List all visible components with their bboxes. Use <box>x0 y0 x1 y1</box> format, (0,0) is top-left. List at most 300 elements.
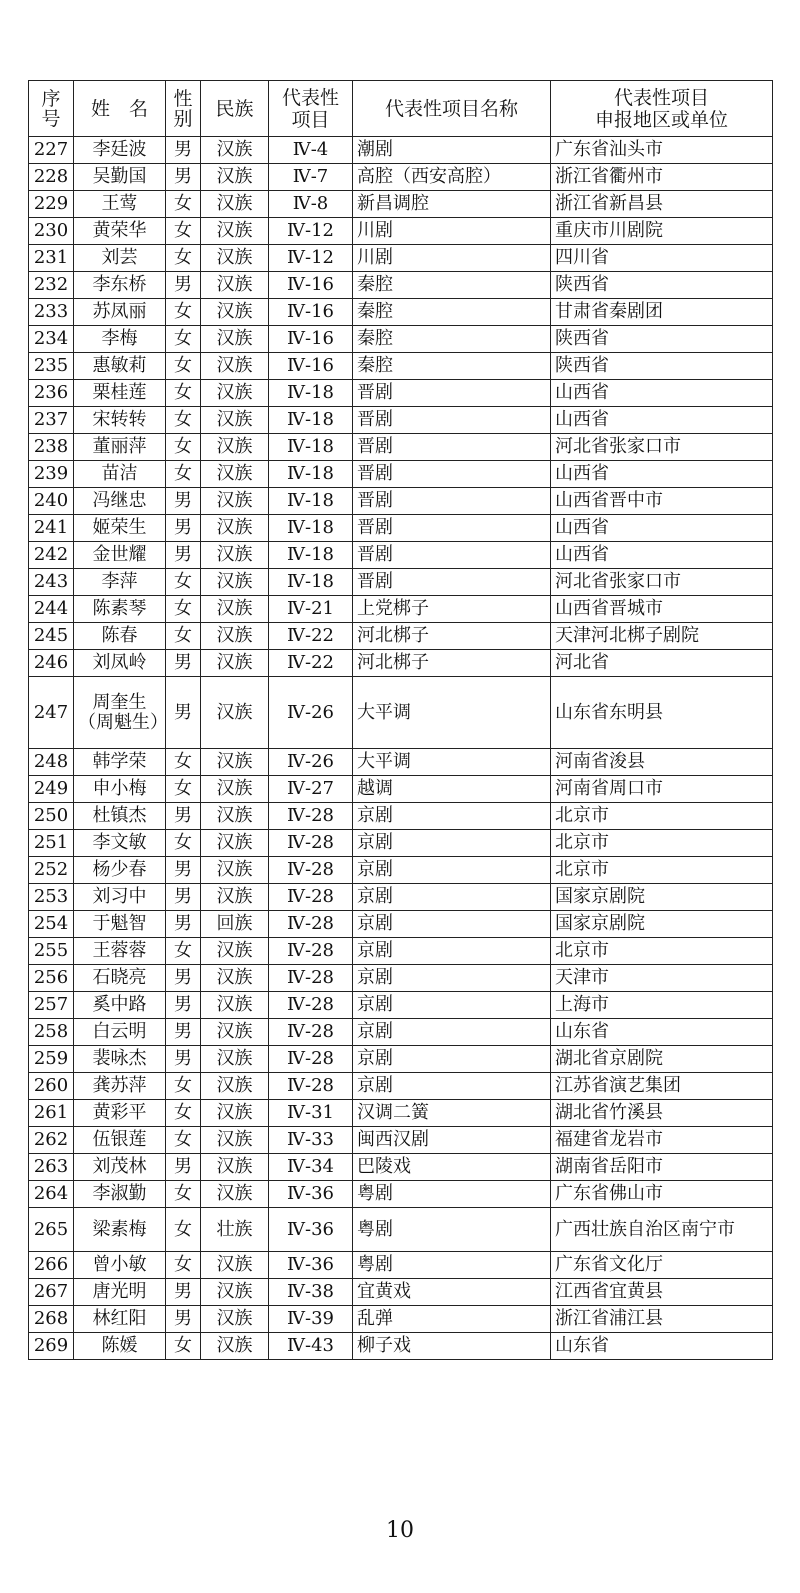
cell-name: 白云明 <box>74 1019 166 1046</box>
cell-ethnicity: 汉族 <box>201 776 269 803</box>
cell-name: 苗洁 <box>74 461 166 488</box>
cell-ethnicity: 汉族 <box>201 749 269 776</box>
cell-code: Ⅳ-16 <box>269 299 353 326</box>
cell-ethnicity: 汉族 <box>201 650 269 677</box>
cell-code: Ⅳ-7 <box>269 164 353 191</box>
cell-region: 陕西省 <box>551 326 773 353</box>
cell-project: 晋剧 <box>353 542 551 569</box>
cell-ethnicity: 汉族 <box>201 1252 269 1279</box>
cell-name: 李文敏 <box>74 830 166 857</box>
cell-project: 晋剧 <box>353 569 551 596</box>
cell-project: 乱弹 <box>353 1306 551 1333</box>
cell-gender: 男 <box>166 542 201 569</box>
cell-gender: 男 <box>166 1306 201 1333</box>
cell-ethnicity: 回族 <box>201 911 269 938</box>
cell-gender: 女 <box>166 1073 201 1100</box>
table-row <box>29 911 773 938</box>
cell-gender: 男 <box>166 1154 201 1181</box>
cell-gender: 女 <box>166 434 201 461</box>
table-row <box>29 1208 773 1252</box>
cell-region: 陕西省 <box>551 353 773 380</box>
cell-region: 浙江省衢州市 <box>551 164 773 191</box>
cell-name: 黄荣华 <box>74 218 166 245</box>
cell-ethnicity: 壮族 <box>201 1208 269 1252</box>
cell-region: 河北省 <box>551 650 773 677</box>
cell-ethnicity: 汉族 <box>201 326 269 353</box>
cell-region: 天津河北梆子剧院 <box>551 623 773 650</box>
cell-name: 陈春 <box>74 623 166 650</box>
cell-region: 山西省 <box>551 515 773 542</box>
cell-region: 北京市 <box>551 830 773 857</box>
cell-name: 王莺 <box>74 191 166 218</box>
cell-no: 261 <box>29 1100 74 1127</box>
table-row <box>29 164 773 191</box>
cell-gender: 男 <box>166 803 201 830</box>
cell-gender: 女 <box>166 1100 201 1127</box>
cell-name: 刘茂林 <box>74 1154 166 1181</box>
table-row <box>29 965 773 992</box>
cell-gender: 男 <box>166 965 201 992</box>
cell-gender: 男 <box>166 1019 201 1046</box>
cell-ethnicity: 汉族 <box>201 1046 269 1073</box>
cell-ethnicity: 汉族 <box>201 488 269 515</box>
cell-ethnicity: 汉族 <box>201 830 269 857</box>
cell-project: 京剧 <box>353 992 551 1019</box>
cell-name: 陈素琴 <box>74 596 166 623</box>
cell-no: 269 <box>29 1333 74 1360</box>
cell-gender: 女 <box>166 1252 201 1279</box>
cell-no: 258 <box>29 1019 74 1046</box>
cell-code: Ⅳ-18 <box>269 434 353 461</box>
cell-code: Ⅳ-18 <box>269 461 353 488</box>
cell-name: 唐光明 <box>74 1279 166 1306</box>
cell-name: 龚苏萍 <box>74 1073 166 1100</box>
cell-code: Ⅳ-28 <box>269 884 353 911</box>
cell-code: Ⅳ-28 <box>269 911 353 938</box>
cell-code: Ⅳ-28 <box>269 992 353 1019</box>
cell-no: 230 <box>29 218 74 245</box>
cell-ethnicity: 汉族 <box>201 542 269 569</box>
cell-no: 245 <box>29 623 74 650</box>
table-header <box>29 81 773 137</box>
cell-region: 江苏省演艺集团 <box>551 1073 773 1100</box>
cell-name: 杜镇杰 <box>74 803 166 830</box>
cell-region: 浙江省新昌县 <box>551 191 773 218</box>
cell-no: 237 <box>29 407 74 434</box>
table-row <box>29 137 773 164</box>
cell-name: 苏凤丽 <box>74 299 166 326</box>
cell-region: 山西省晋中市 <box>551 488 773 515</box>
cell-region: 江西省宜黄县 <box>551 1279 773 1306</box>
cell-gender: 女 <box>166 245 201 272</box>
cell-code: Ⅳ-34 <box>269 1154 353 1181</box>
table-row <box>29 1181 773 1208</box>
cell-no: 235 <box>29 353 74 380</box>
cell-name: 韩学荣 <box>74 749 166 776</box>
cell-code: Ⅳ-18 <box>269 569 353 596</box>
cell-name: 李东桥 <box>74 272 166 299</box>
cell-name: 刘凤岭 <box>74 650 166 677</box>
cell-region: 山东省 <box>551 1019 773 1046</box>
header-project: 代表性项目名称 <box>353 81 551 137</box>
cell-project: 晋剧 <box>353 434 551 461</box>
cell-project: 闽西汉剧 <box>353 1127 551 1154</box>
cell-gender: 男 <box>166 164 201 191</box>
cell-project: 京剧 <box>353 1073 551 1100</box>
cell-name: 周奎生（周魁生） <box>74 677 166 749</box>
cell-gender: 男 <box>166 857 201 884</box>
cell-no: 233 <box>29 299 74 326</box>
table-row <box>29 623 773 650</box>
header-ethnicity: 民族 <box>201 81 269 137</box>
cell-code: Ⅳ-18 <box>269 407 353 434</box>
cell-ethnicity: 汉族 <box>201 164 269 191</box>
cell-ethnicity: 汉族 <box>201 596 269 623</box>
cell-code: Ⅳ-36 <box>269 1181 353 1208</box>
cell-code: Ⅳ-26 <box>269 677 353 749</box>
cell-project: 柳子戏 <box>353 1333 551 1360</box>
cell-gender: 女 <box>166 1208 201 1252</box>
cell-no: 243 <box>29 569 74 596</box>
table-row <box>29 326 773 353</box>
cell-gender: 男 <box>166 488 201 515</box>
header-region-line2: 申报地区或单位 <box>594 108 728 131</box>
cell-region: 北京市 <box>551 803 773 830</box>
cell-no: 249 <box>29 776 74 803</box>
cell-name: 李淑勤 <box>74 1181 166 1208</box>
table-row <box>29 857 773 884</box>
cell-name: 李梅 <box>74 326 166 353</box>
cell-gender: 女 <box>166 353 201 380</box>
table-row <box>29 191 773 218</box>
table-row <box>29 218 773 245</box>
cell-gender: 男 <box>166 992 201 1019</box>
cell-region: 陕西省 <box>551 272 773 299</box>
cell-code: Ⅳ-8 <box>269 191 353 218</box>
cell-region: 北京市 <box>551 938 773 965</box>
cell-name: 李萍 <box>74 569 166 596</box>
cell-code: Ⅳ-18 <box>269 515 353 542</box>
table-row <box>29 299 773 326</box>
cell-ethnicity: 汉族 <box>201 1279 269 1306</box>
cell-region: 上海市 <box>551 992 773 1019</box>
cell-project: 京剧 <box>353 884 551 911</box>
cell-region: 湖北省竹溪县 <box>551 1100 773 1127</box>
cell-code: Ⅳ-28 <box>269 803 353 830</box>
table-body <box>29 137 773 1360</box>
cell-ethnicity: 汉族 <box>201 803 269 830</box>
cell-code: Ⅳ-22 <box>269 650 353 677</box>
cell-gender: 男 <box>166 884 201 911</box>
cell-region: 重庆市川剧院 <box>551 218 773 245</box>
cell-region: 天津市 <box>551 965 773 992</box>
cell-ethnicity: 汉族 <box>201 137 269 164</box>
cell-no: 240 <box>29 488 74 515</box>
cell-name: 董丽萍 <box>74 434 166 461</box>
table-row <box>29 434 773 461</box>
header-row <box>29 81 773 137</box>
cell-no: 251 <box>29 830 74 857</box>
cell-no: 252 <box>29 857 74 884</box>
cell-code: Ⅳ-36 <box>269 1252 353 1279</box>
cell-no: 256 <box>29 965 74 992</box>
cell-region: 国家京剧院 <box>551 911 773 938</box>
table-row <box>29 1333 773 1360</box>
cell-no: 239 <box>29 461 74 488</box>
cell-project: 粤剧 <box>353 1181 551 1208</box>
cell-no: 263 <box>29 1154 74 1181</box>
cell-code: Ⅳ-18 <box>269 542 353 569</box>
cell-no: 262 <box>29 1127 74 1154</box>
table-row <box>29 488 773 515</box>
cell-no: 227 <box>29 137 74 164</box>
cell-ethnicity: 汉族 <box>201 992 269 1019</box>
cell-no: 250 <box>29 803 74 830</box>
cell-project: 京剧 <box>353 803 551 830</box>
cell-name: 刘习中 <box>74 884 166 911</box>
table-row <box>29 569 773 596</box>
cell-gender: 女 <box>166 776 201 803</box>
cell-no: 234 <box>29 326 74 353</box>
cell-no: 268 <box>29 1306 74 1333</box>
cell-code: Ⅳ-28 <box>269 965 353 992</box>
cell-code: Ⅳ-18 <box>269 488 353 515</box>
cell-ethnicity: 汉族 <box>201 380 269 407</box>
table-row <box>29 1073 773 1100</box>
cell-gender: 女 <box>166 380 201 407</box>
cell-code: Ⅳ-16 <box>269 272 353 299</box>
cell-name: 李廷波 <box>74 137 166 164</box>
cell-region: 山东省 <box>551 1333 773 1360</box>
cell-name: 杨少春 <box>74 857 166 884</box>
table-row <box>29 1046 773 1073</box>
cell-region: 河南省周口市 <box>551 776 773 803</box>
cell-no: 254 <box>29 911 74 938</box>
cell-ethnicity: 汉族 <box>201 569 269 596</box>
cell-project: 京剧 <box>353 911 551 938</box>
page-number: 10 <box>386 1518 414 1543</box>
cell-ethnicity: 汉族 <box>201 1306 269 1333</box>
table-row <box>29 245 773 272</box>
cell-ethnicity: 汉族 <box>201 353 269 380</box>
cell-project: 京剧 <box>353 1046 551 1073</box>
cell-gender: 女 <box>166 407 201 434</box>
cell-code: Ⅳ-27 <box>269 776 353 803</box>
header-region <box>551 81 773 137</box>
cell-ethnicity: 汉族 <box>201 938 269 965</box>
inheritor-table <box>28 80 773 1360</box>
cell-no: 253 <box>29 884 74 911</box>
table-row <box>29 884 773 911</box>
cell-no: 246 <box>29 650 74 677</box>
table-row <box>29 461 773 488</box>
header-code-line1: 代表性 <box>281 86 339 109</box>
cell-ethnicity: 汉族 <box>201 245 269 272</box>
cell-code: Ⅳ-28 <box>269 1019 353 1046</box>
cell-project: 汉调二簧 <box>353 1100 551 1127</box>
header-gender: 性别 <box>166 81 201 137</box>
cell-no: 231 <box>29 245 74 272</box>
cell-code: Ⅳ-39 <box>269 1306 353 1333</box>
cell-gender: 男 <box>166 677 201 749</box>
cell-gender: 男 <box>166 650 201 677</box>
cell-no: 232 <box>29 272 74 299</box>
cell-region: 山西省晋城市 <box>551 596 773 623</box>
cell-region: 山西省 <box>551 542 773 569</box>
cell-project: 京剧 <box>353 938 551 965</box>
cell-region: 国家京剧院 <box>551 884 773 911</box>
cell-project: 秦腔 <box>353 353 551 380</box>
table-row <box>29 749 773 776</box>
cell-project: 京剧 <box>353 965 551 992</box>
cell-ethnicity: 汉族 <box>201 434 269 461</box>
table-row <box>29 380 773 407</box>
cell-region: 山西省 <box>551 461 773 488</box>
cell-project: 秦腔 <box>353 326 551 353</box>
cell-project: 高腔（西安高腔） <box>353 164 551 191</box>
cell-no: 266 <box>29 1252 74 1279</box>
cell-gender: 男 <box>166 1279 201 1306</box>
cell-code: Ⅳ-12 <box>269 245 353 272</box>
cell-project: 川剧 <box>353 245 551 272</box>
cell-gender: 女 <box>166 749 201 776</box>
cell-code: Ⅳ-28 <box>269 938 353 965</box>
cell-region: 河北省张家口市 <box>551 569 773 596</box>
cell-code: Ⅳ-28 <box>269 1073 353 1100</box>
cell-gender: 女 <box>166 1127 201 1154</box>
cell-project: 大平调 <box>353 677 551 749</box>
table-row <box>29 596 773 623</box>
table-row <box>29 677 773 749</box>
cell-code: Ⅳ-28 <box>269 857 353 884</box>
table-row <box>29 1252 773 1279</box>
cell-ethnicity: 汉族 <box>201 191 269 218</box>
cell-gender: 女 <box>166 326 201 353</box>
cell-code: Ⅳ-28 <box>269 830 353 857</box>
cell-project: 粤剧 <box>353 1208 551 1252</box>
cell-name: 惠敏莉 <box>74 353 166 380</box>
cell-project: 晋剧 <box>353 407 551 434</box>
cell-code: Ⅳ-26 <box>269 749 353 776</box>
cell-project: 晋剧 <box>353 461 551 488</box>
cell-no: 242 <box>29 542 74 569</box>
cell-name: 吴勤国 <box>74 164 166 191</box>
table-row <box>29 542 773 569</box>
cell-no: 241 <box>29 515 74 542</box>
cell-code: Ⅳ-16 <box>269 353 353 380</box>
cell-ethnicity: 汉族 <box>201 218 269 245</box>
table-row <box>29 272 773 299</box>
cell-name: 王蓉蓉 <box>74 938 166 965</box>
cell-project: 越调 <box>353 776 551 803</box>
cell-name: 裴咏杰 <box>74 1046 166 1073</box>
cell-project: 京剧 <box>353 857 551 884</box>
cell-project: 大平调 <box>353 749 551 776</box>
cell-project: 宜黄戏 <box>353 1279 551 1306</box>
table-row <box>29 803 773 830</box>
cell-ethnicity: 汉族 <box>201 407 269 434</box>
cell-region: 山西省 <box>551 380 773 407</box>
cell-code: Ⅳ-4 <box>269 137 353 164</box>
cell-gender: 女 <box>166 623 201 650</box>
cell-code: Ⅳ-22 <box>269 623 353 650</box>
cell-ethnicity: 汉族 <box>201 1073 269 1100</box>
cell-ethnicity: 汉族 <box>201 623 269 650</box>
table-row <box>29 830 773 857</box>
header-code <box>269 81 353 137</box>
cell-name: 冯继忠 <box>74 488 166 515</box>
cell-name: 申小梅 <box>74 776 166 803</box>
cell-gender: 女 <box>166 218 201 245</box>
cell-no: 238 <box>29 434 74 461</box>
cell-gender: 女 <box>166 830 201 857</box>
cell-gender: 女 <box>166 938 201 965</box>
cell-code: Ⅳ-31 <box>269 1100 353 1127</box>
cell-region: 广西壮族自治区南宁市 <box>551 1208 773 1252</box>
cell-name: 姬荣生 <box>74 515 166 542</box>
table-row <box>29 1019 773 1046</box>
cell-code: Ⅳ-21 <box>269 596 353 623</box>
cell-region: 广东省文化厅 <box>551 1252 773 1279</box>
cell-ethnicity: 汉族 <box>201 677 269 749</box>
table-row <box>29 776 773 803</box>
cell-ethnicity: 汉族 <box>201 461 269 488</box>
cell-project: 京剧 <box>353 1019 551 1046</box>
cell-code: Ⅳ-38 <box>269 1279 353 1306</box>
table-row <box>29 1100 773 1127</box>
cell-ethnicity: 汉族 <box>201 515 269 542</box>
cell-project: 晋剧 <box>353 515 551 542</box>
cell-name: 石晓亮 <box>74 965 166 992</box>
cell-name: 陈媛 <box>74 1333 166 1360</box>
cell-ethnicity: 汉族 <box>201 272 269 299</box>
cell-no: 264 <box>29 1181 74 1208</box>
cell-project: 京剧 <box>353 830 551 857</box>
cell-name: 伍银莲 <box>74 1127 166 1154</box>
cell-name: 梁素梅 <box>74 1208 166 1252</box>
cell-gender: 男 <box>166 137 201 164</box>
cell-project: 河北梆子 <box>353 650 551 677</box>
cell-region: 湖南省岳阳市 <box>551 1154 773 1181</box>
table-row <box>29 1306 773 1333</box>
cell-name: 林红阳 <box>74 1306 166 1333</box>
cell-no: 255 <box>29 938 74 965</box>
cell-gender: 男 <box>166 911 201 938</box>
cell-region: 广东省佛山市 <box>551 1181 773 1208</box>
cell-gender: 女 <box>166 569 201 596</box>
cell-region: 山东省东明县 <box>551 677 773 749</box>
cell-project: 新昌调腔 <box>353 191 551 218</box>
cell-region: 河北省张家口市 <box>551 434 773 461</box>
cell-region: 河南省浚县 <box>551 749 773 776</box>
cell-name: 金世耀 <box>74 542 166 569</box>
cell-region: 北京市 <box>551 857 773 884</box>
table-row <box>29 1127 773 1154</box>
cell-project: 河北梆子 <box>353 623 551 650</box>
header-region-line1: 代表性项目 <box>613 86 709 109</box>
table-row <box>29 938 773 965</box>
table-row <box>29 407 773 434</box>
cell-project: 川剧 <box>353 218 551 245</box>
cell-gender: 男 <box>166 515 201 542</box>
cell-project: 晋剧 <box>353 380 551 407</box>
cell-project: 粤剧 <box>353 1252 551 1279</box>
cell-no: 244 <box>29 596 74 623</box>
cell-no: 229 <box>29 191 74 218</box>
cell-ethnicity: 汉族 <box>201 1100 269 1127</box>
cell-no: 265 <box>29 1208 74 1252</box>
cell-name: 曾小敏 <box>74 1252 166 1279</box>
